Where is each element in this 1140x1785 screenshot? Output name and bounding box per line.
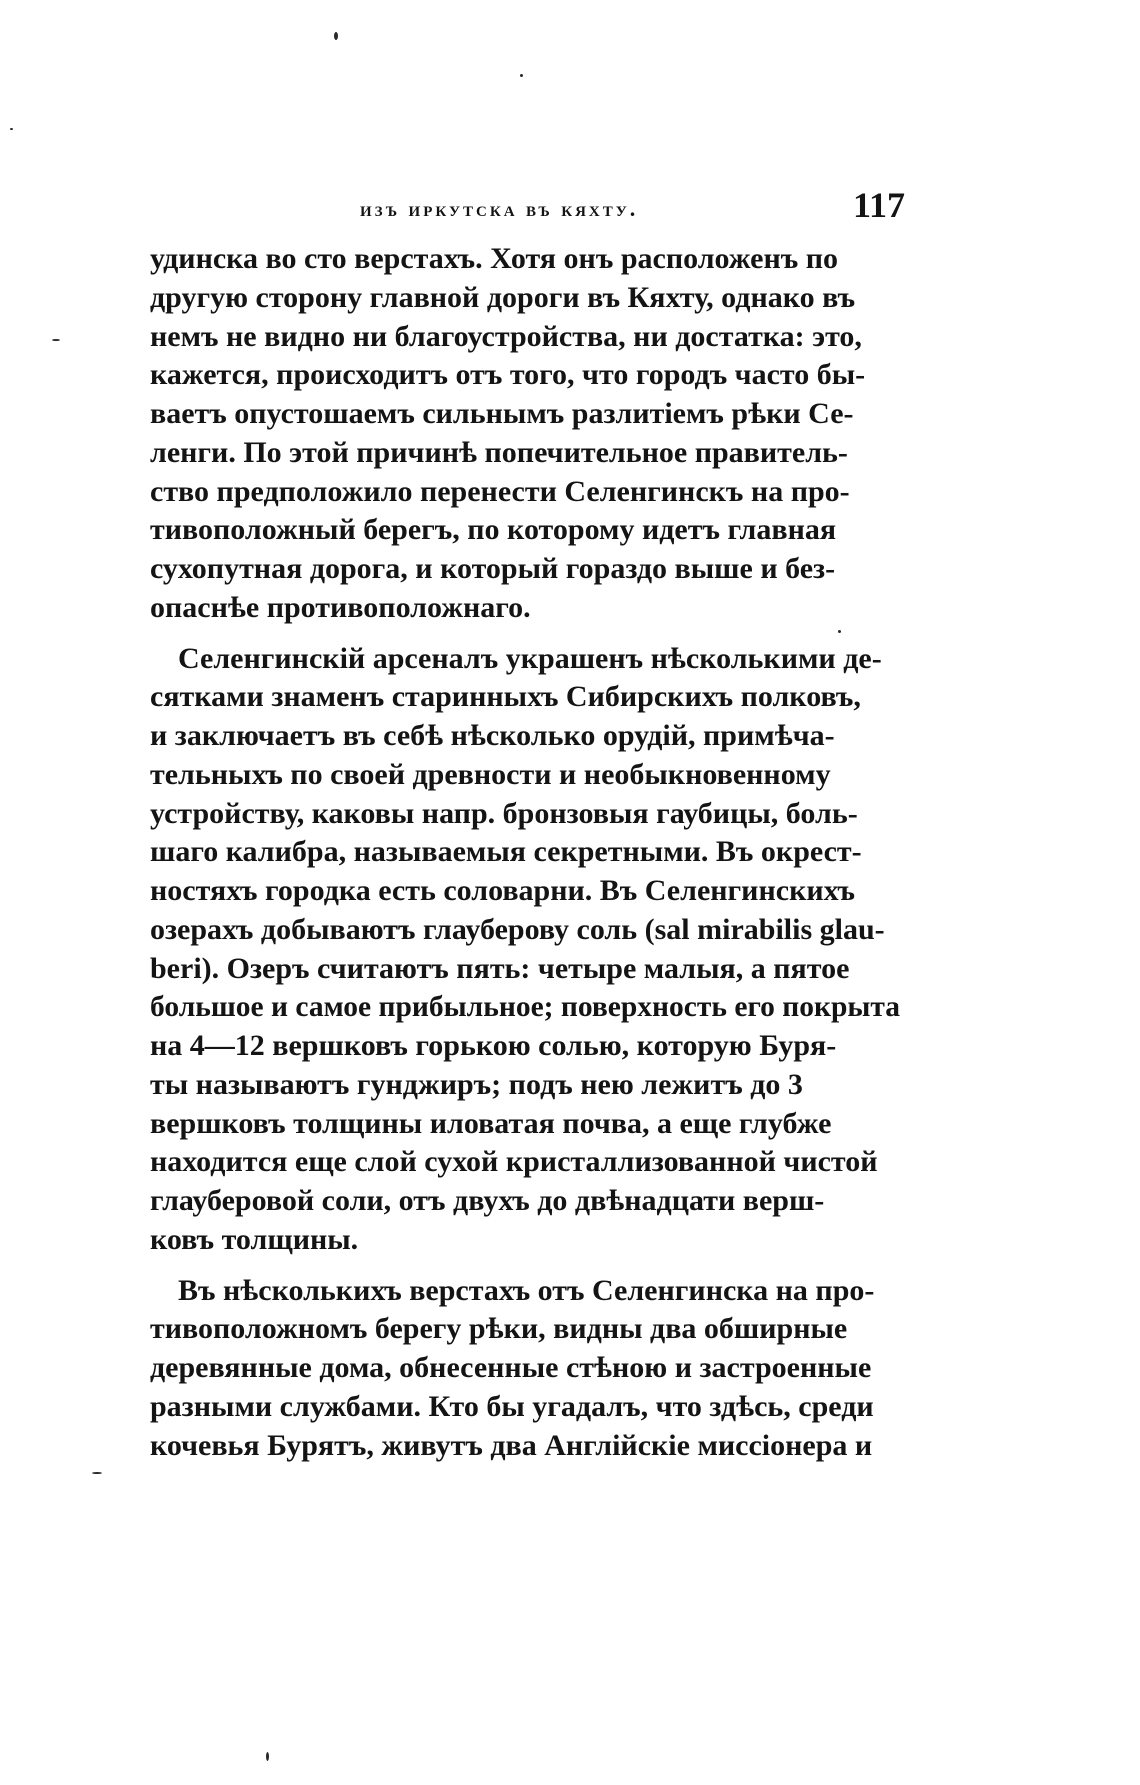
text-line: разными службами. Кто бы угадалъ, что здѣсь, среди: [150, 1389, 874, 1423]
text-line: ство предположило перенести Селенгинскъ на про-: [150, 474, 850, 508]
text-line: сухопутная дорога, и который гораздо выше и без-: [150, 552, 836, 585]
text-line: шаго калибра, называемыя секретными. Въ окрест-: [150, 835, 862, 869]
text-line: большое и самое прибыльное; поверхность его покрыта: [150, 991, 901, 1024]
text-line: опаснѣе противоположнаго.: [150, 590, 531, 624]
text-line: удинска во сто верстахъ. Хотя онъ расположенъ по: [150, 242, 839, 275]
paragraph-2: [150, 640, 905, 1260]
text-line: другую сторону главной дороги въ Кяхту, однако въ: [150, 280, 856, 314]
text-line: Селенгинскій арсеналъ украшенъ нѣсколькими де-: [178, 641, 882, 675]
text-line: кажется, происходитъ отъ того, что городъ часто бы-: [150, 358, 866, 392]
page-header: [150, 184, 905, 228]
text-line: сятками знаменъ старинныхъ Сибирскихъ полковъ,: [150, 680, 861, 714]
scan-speck: [92, 1472, 102, 1474]
text-line: вершковъ толщины иловатая почва, а еще глубже: [150, 1106, 832, 1140]
text-line: ностяхъ городка есть соловарни. Въ Селенгинскихъ: [150, 874, 855, 907]
text-line: ленги. По этой причинѣ попечительное правитель-: [150, 435, 848, 469]
body-text: [150, 240, 905, 1477]
text-line: ковъ толщины.: [150, 1222, 359, 1256]
text-line: глауберовой соли, отъ двухъ до двѣнадцати верш-: [150, 1184, 825, 1217]
text-line: устройству, каковы напр. бронзовыя гаубицы, боль-: [150, 796, 858, 830]
text-line: тивоположномъ берегу рѣки, видны два обширные: [150, 1312, 848, 1346]
text-line: кочевья Бурятъ, живутъ два Англійскіе миссіонера и: [150, 1428, 873, 1462]
scan-speck: [520, 74, 523, 77]
running-head: изъ иркутска въ кяхту.: [360, 196, 639, 221]
scan-speck: [334, 32, 338, 40]
text-line: ваетъ опустошаемъ сильнымъ разлитіемъ рѣки Се-: [150, 397, 854, 430]
scan-speck: [10, 128, 13, 130]
text-line: и заключаетъ въ себѣ нѣсколько орудій, примѣча-: [150, 719, 835, 752]
text-line: на 4—12 вершковъ горькою солью, которую Буря-: [150, 1029, 837, 1062]
scan-speck: [52, 339, 60, 341]
paragraph-1: [150, 240, 905, 628]
text-line: озерахъ добываютъ глауберову соль (sal mirabilis glau-: [150, 912, 885, 946]
text-line: немъ не видно ни благоустройства, ни достатка: это,: [150, 319, 862, 353]
text-line: ты называютъ гунджиръ; подъ нею лежитъ до 3: [150, 1067, 803, 1101]
page-number: 117: [852, 185, 905, 225]
text-line: тельныхъ по своей древности и необыкновенному: [150, 757, 831, 791]
text-line: деревянные дома, обнесенные стѣною и застроенные: [150, 1351, 872, 1384]
text-line: находится еще слой сухой кристаллизованной чистой: [150, 1145, 878, 1179]
text-line: beri). Озеръ считаютъ пять: четыре малыя, а пятое: [150, 951, 850, 985]
paragraph-3: [150, 1272, 905, 1466]
text-line: тивоположный берегъ, по которому идетъ главная: [150, 513, 837, 547]
text-line: Въ нѣсколькихъ верстахъ отъ Селенгинска на про-: [178, 1273, 875, 1307]
scan-speck: [266, 1752, 269, 1761]
